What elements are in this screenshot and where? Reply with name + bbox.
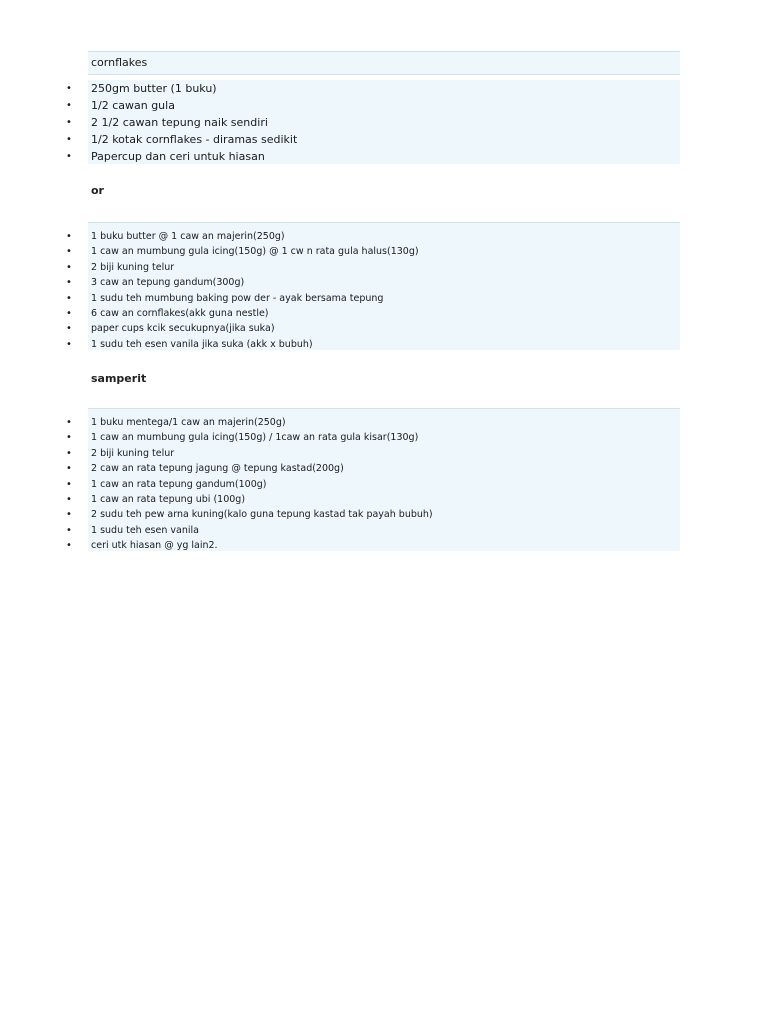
- list-item: [66, 337, 680, 352]
- list-item: [66, 229, 680, 244]
- list-item: [66, 131, 680, 148]
- bullet-icon: •: [66, 308, 72, 320]
- list-item-text: 2 caw an rata tepung jagung @ tepung kastad(200g): [91, 463, 344, 475]
- section2-list-band: [66, 222, 680, 350]
- bullet-icon: •: [66, 292, 72, 304]
- bullet-icon: •: [66, 151, 72, 162]
- bullet-icon: •: [66, 417, 72, 428]
- bullet-icon: •: [66, 117, 72, 128]
- section2-list: [66, 229, 680, 352]
- bullet-icon: •: [66, 463, 72, 475]
- list-item: [66, 97, 680, 114]
- section1-list: [66, 80, 680, 165]
- list-item: [66, 538, 680, 553]
- list-item-text: 1 buku mentega/1 caw an majerin(250g): [91, 417, 286, 428]
- list-item-text: Papercup dan ceri untuk hiasan: [91, 150, 265, 163]
- section1-title: cornflakes: [91, 56, 148, 69]
- section1-list-band: [66, 80, 680, 164]
- bullet-icon: •: [66, 323, 72, 335]
- list-item: [66, 80, 680, 97]
- list-item-text: 6 caw an cornflakes(akk guna nestle): [91, 308, 269, 320]
- list-item: [66, 415, 680, 430]
- list-item-text: paper cups kcik secukupnya(jika suka): [91, 323, 275, 335]
- bullet-icon: •: [66, 540, 72, 552]
- list-item-text: 1 caw an mumbung gula icing(150g) @ 1 cw n rata gula halus(130g): [91, 246, 419, 258]
- bullet-icon: •: [66, 231, 72, 242]
- list-item: [66, 114, 680, 131]
- bullet-icon: •: [66, 432, 72, 444]
- list-item-text: 2 sudu teh pew arna kuning(kalo guna tepung kastad tak payah bubuh): [91, 509, 433, 521]
- list-item: [66, 321, 680, 336]
- bullet-icon: •: [66, 277, 72, 289]
- list-item: [66, 148, 680, 165]
- list-item: [66, 507, 680, 522]
- bullet-icon: •: [66, 509, 72, 521]
- list-item-text: 1 sudu teh esen vanila jika suka (akk x bubuh): [91, 338, 313, 350]
- bullet-icon: •: [66, 134, 72, 145]
- list-item: [66, 477, 680, 492]
- list-item-text: 1 buku butter @ 1 caw an majerin(250g): [91, 231, 285, 242]
- list-item: [66, 306, 680, 321]
- list-item-text: 250gm butter (1 buku): [91, 82, 217, 95]
- list-item: [66, 446, 680, 461]
- bullet-icon: •: [66, 100, 72, 111]
- list-item-text: 3 caw an tepung gandum(300g): [91, 277, 245, 289]
- list-item-text: 1 caw an rata tepung ubi (100g): [91, 494, 246, 506]
- list-item: [66, 275, 680, 290]
- list-item-text: 2 biji kuning telur: [91, 261, 175, 273]
- list-item: [66, 244, 680, 259]
- list-item-text: 1/2 kotak cornflakes - diramas sedikit: [91, 133, 298, 146]
- list-item-text: 1 sudu teh esen vanila: [91, 524, 199, 536]
- list-item: [66, 430, 680, 445]
- list-item-text: 1 sudu teh mumbung baking pow der - ayak bersama tepung: [91, 292, 384, 304]
- list-item-text: 2 biji kuning telur: [91, 447, 175, 459]
- list-item: [66, 461, 680, 476]
- bullet-icon: •: [66, 83, 72, 94]
- bullet-icon: •: [66, 246, 72, 258]
- list-item-text: 1 caw an rata tepung gandum(100g): [91, 478, 267, 490]
- section3-title: samperit: [91, 372, 147, 385]
- bullet-icon: •: [66, 494, 72, 506]
- list-item: [66, 260, 680, 275]
- bullet-icon: •: [66, 447, 72, 459]
- list-item: [66, 492, 680, 507]
- bullet-icon: •: [66, 478, 72, 490]
- list-item: [66, 523, 680, 538]
- section1-title-band: [88, 51, 680, 75]
- bullet-icon: •: [66, 338, 72, 350]
- section2-title: or: [91, 184, 104, 197]
- bullet-icon: •: [66, 524, 72, 536]
- list-item-text: 2 1/2 cawan tepung naik sendiri: [91, 116, 268, 129]
- section3-list-band: [66, 408, 680, 552]
- bullet-icon: •: [66, 261, 72, 273]
- list-item-text: 1/2 cawan gula: [91, 99, 175, 112]
- list-item-text: ceri utk hiasan @ yg lain2.: [91, 540, 218, 552]
- list-item-text: 1 caw an mumbung gula icing(150g) / 1caw an rata gula kisar(130g): [91, 432, 419, 444]
- list-item: [66, 291, 680, 306]
- section3-list: [66, 415, 680, 554]
